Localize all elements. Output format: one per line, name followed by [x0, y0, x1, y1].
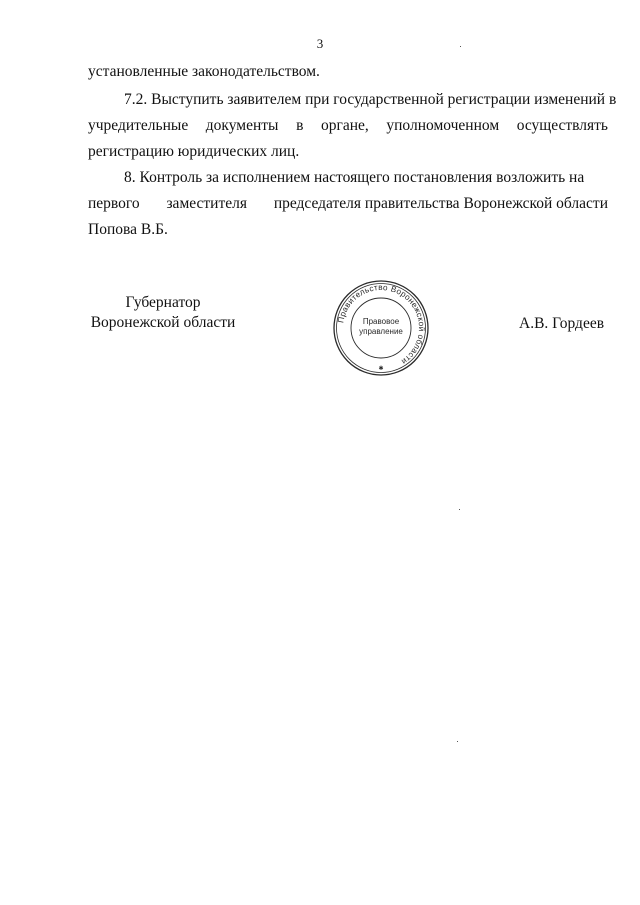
- scan-artifact: [457, 741, 458, 742]
- document-body: [88, 59, 617, 243]
- paragraph-7-2-line-3: регистрацию юридических лиц.: [88, 143, 300, 160]
- seal-graphic: [331, 278, 431, 378]
- signatory-title-line-2: Воронежской области: [90, 314, 236, 331]
- signatory-title-line-1: Губернатор: [125, 294, 201, 311]
- word: заместителя: [166, 195, 247, 212]
- paragraph-7-2-line-1: 7.2. Выступить заявителем при государственной регистрации изменений в: [124, 91, 617, 108]
- word: уполномоченном: [386, 117, 500, 134]
- scan-artifact: [459, 509, 460, 510]
- paragraph-7-1-end: установленные законодательством.: [88, 63, 320, 80]
- seal-inner-line-1: Правовое: [362, 317, 400, 326]
- seal-outer-text: Правительство Воронежской области: [336, 282, 427, 367]
- signatory-title: [88, 293, 238, 333]
- seal-inner-line-2: управление: [359, 327, 403, 336]
- paragraph-8-line-1: 8. Контроль за исполнением настоящего постановления возложить на: [124, 169, 585, 186]
- word: органе,: [320, 117, 369, 134]
- word: первого: [88, 195, 140, 212]
- scan-artifact: [460, 46, 461, 47]
- word: учредительные: [88, 117, 189, 134]
- word: в: [296, 117, 304, 134]
- word: осуществлять: [516, 117, 608, 134]
- word: документы: [205, 117, 279, 134]
- signatory-name: А.В. Гордеев: [519, 315, 605, 332]
- page-number: 3: [316, 36, 324, 51]
- paragraph-8-line-2: [88, 191, 608, 217]
- word-group: председателя правительства Воронежской области: [273, 195, 608, 212]
- svg-text:✱: ✱: [378, 365, 384, 372]
- paragraph-8-line-3: Попова В.Б.: [88, 221, 168, 238]
- official-seal-stamp: [331, 278, 431, 378]
- paragraph-7-2-line-2: [88, 113, 608, 139]
